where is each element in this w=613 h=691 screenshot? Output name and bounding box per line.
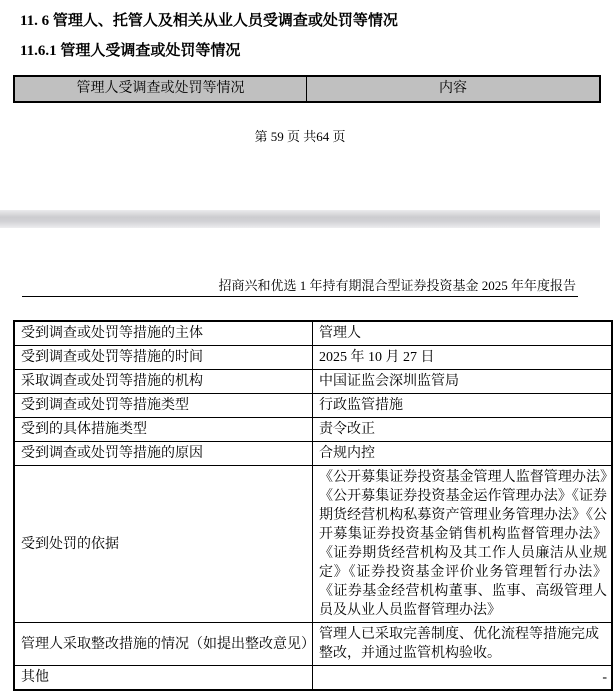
row-value: - bbox=[313, 666, 613, 691]
row-value: 《公开募集证券投资基金管理人监督管理办法》《公开募集证券投资基金运作管理办法》《证券期货经营机构私募资产管理业务管理办法》《公开募集证券投资基金销售机构监督管理办法》《证券期货经营机构及其工作人员廉洁从业规定》《证券投资基金评价业务管理暂行办法》《证券基金经营机构董事、监事、高级管理人员及从业人员监督管理办法》 bbox=[313, 466, 613, 623]
table-row bbox=[14, 321, 612, 346]
row-value: 中国证监会深圳监管局 bbox=[313, 370, 613, 394]
table-row bbox=[14, 394, 612, 418]
row-label: 受到的具体措施类型 bbox=[14, 418, 313, 442]
page-number: 第 59 页 共64 页 bbox=[254, 129, 346, 144]
table-row bbox=[14, 346, 612, 370]
row-value: 2025 年 10 月 27 日 bbox=[313, 346, 613, 370]
table-row bbox=[14, 623, 612, 666]
header-rule bbox=[22, 296, 578, 297]
row-label: 其他 bbox=[14, 666, 313, 691]
subsection-heading: 11.6.1 管理人受调查或处罚等情况 bbox=[20, 43, 241, 59]
row-label: 管理人采取整改措施的情况（如提出整改意见） bbox=[14, 623, 313, 666]
summary-header-content-cell: 内容 bbox=[307, 76, 601, 102]
row-value: 管理人已采取完善制度、优化流程等措施完成整改，并通过监管机构验收。 bbox=[313, 623, 613, 666]
page-separator bbox=[0, 210, 600, 228]
summary-header-label-cell: 管理人受调查或处罚等情况 bbox=[14, 76, 307, 102]
row-label: 受到调查或处罚等措施的主体 bbox=[14, 321, 313, 346]
row-label: 采取调查或处罚等措施的机构 bbox=[14, 370, 313, 394]
table-row bbox=[14, 466, 612, 623]
row-value: 责令改正 bbox=[313, 418, 613, 442]
detail-table bbox=[13, 320, 613, 691]
table-row bbox=[14, 442, 612, 466]
table-row bbox=[14, 370, 612, 394]
row-label: 受到调查或处罚等措施的原因 bbox=[14, 442, 313, 466]
row-value: 合规内控 bbox=[313, 442, 613, 466]
row-value: 行政监管措施 bbox=[313, 394, 613, 418]
report-title: 招商兴和优选 1 年持有期混合型证券投资基金 2025 年年度报告 bbox=[218, 278, 576, 293]
summary-header-row bbox=[14, 76, 600, 102]
row-label: 受到调查或处罚等措施类型 bbox=[14, 394, 313, 418]
row-label: 受到调查或处罚等措施的时间 bbox=[14, 346, 313, 370]
summary-table bbox=[13, 75, 601, 103]
table-row bbox=[14, 418, 612, 442]
section-heading: 11. 6 管理人、托管人及相关从业人员受调查或处罚等情况 bbox=[20, 13, 398, 29]
table-row bbox=[14, 666, 612, 691]
row-value: 管理人 bbox=[313, 321, 613, 346]
row-label: 受到处罚的依据 bbox=[14, 466, 313, 623]
